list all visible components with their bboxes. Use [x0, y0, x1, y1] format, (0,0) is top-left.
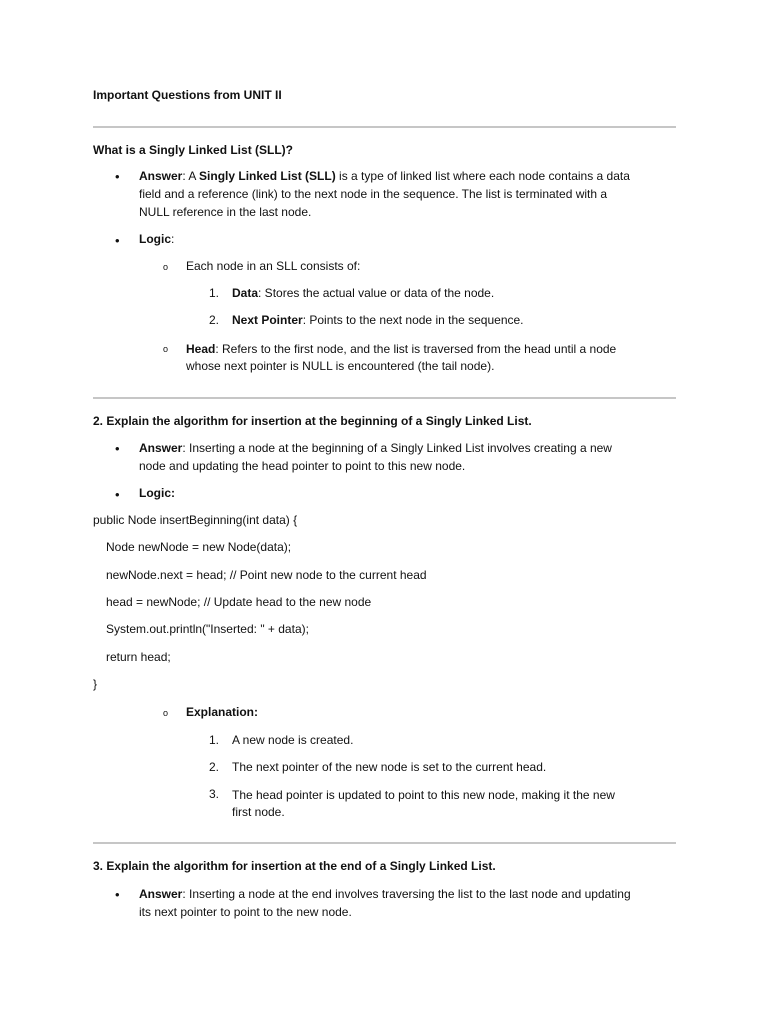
q1-item-data	[232, 286, 494, 300]
circle-bullet-icon: o	[163, 344, 169, 354]
q2-step: A new node is created.	[232, 733, 354, 747]
item-text: : Stores the actual value or data of the node.	[258, 286, 495, 300]
answer-label: Answer	[139, 169, 183, 183]
list-number: 3.	[209, 787, 220, 801]
code-line: head = newNode; // Update head to the new node	[106, 595, 372, 609]
code-line: public Node insertBeginning(int data) {	[93, 513, 298, 527]
q3-answer-line1	[139, 886, 631, 904]
bullet-icon: •	[115, 233, 120, 248]
circle-bullet-icon: o	[163, 708, 169, 718]
item-label: Data	[232, 286, 259, 300]
text-fragment: : Inserting a node at the beginning of a Singly Linked List involves creating a new	[182, 441, 612, 455]
text-fragment: :	[171, 232, 175, 246]
code-line: newNode.next = head; // Point new node to the current head	[106, 568, 427, 582]
q2-step: The next pointer of the new node is set to the current head.	[232, 760, 547, 774]
text-fragment: : Inserting a node at the end involves traversing the list to the last node and updating	[182, 887, 631, 901]
bold-term: Singly Linked List (SLL)	[199, 169, 336, 183]
q1-answer-line2: field and a reference (link) to the next node in the sequence. The list is terminated with a	[139, 187, 608, 201]
bullet-icon: •	[115, 441, 120, 456]
q2-step: The head pointer is updated to point to this new node, making it the new	[232, 788, 615, 802]
answer-label: Answer	[139, 441, 183, 455]
q2-heading: 2. Explain the algorithm for insertion at the beginning of a Singly Linked List.	[93, 414, 532, 428]
q1-head-line1	[186, 341, 616, 359]
bullet-icon: •	[115, 887, 120, 902]
answer-label: Answer	[139, 887, 183, 901]
divider	[93, 126, 676, 128]
q2-answer-line2: node and updating the head pointer to point to this new node.	[139, 459, 466, 473]
list-number: 2.	[209, 313, 220, 327]
q1-answer-line3: NULL reference in the last node.	[139, 205, 312, 219]
list-number: 2.	[209, 760, 220, 774]
q3-answer-line2: its next pointer to point to the new node.	[139, 905, 352, 919]
item-label: Next Pointer	[232, 313, 303, 327]
divider	[93, 397, 676, 399]
q1-heading: What is a Singly Linked List (SLL)?	[93, 143, 294, 157]
bullet-icon: •	[115, 487, 120, 502]
bullet-icon: •	[115, 169, 120, 184]
text-fragment: : A	[182, 169, 200, 183]
code-line: }	[93, 677, 98, 691]
circle-bullet-icon: o	[163, 262, 169, 272]
q1-logic	[139, 232, 174, 246]
list-number: 1.	[209, 733, 220, 747]
q1-item-next-pointer	[232, 313, 524, 327]
explanation-label: Explanation:	[186, 705, 259, 719]
logic-label: Logic	[139, 232, 171, 246]
text-fragment: is a type of linked list where each node contains a data	[335, 169, 630, 183]
head-label: Head	[186, 342, 216, 356]
text-fragment: : Refers to the first node, and the list is traversed from the head until a node	[215, 342, 617, 356]
list-number: 1.	[209, 286, 220, 300]
q1-sub1: Each node in an SLL consists of:	[186, 259, 361, 273]
document-title: Important Questions from UNIT II	[93, 88, 282, 102]
q3-heading: 3. Explain the algorithm for insertion at the end of a Singly Linked List.	[93, 859, 496, 873]
q2-answer-line1	[139, 440, 612, 458]
q2-logic-label: Logic:	[139, 486, 175, 500]
q1-answer-line1	[139, 168, 630, 186]
q2-step-continued: first node.	[232, 805, 285, 819]
item-text: : Points to the next node in the sequence.	[302, 313, 524, 327]
q1-head-line2: whose next pointer is NULL is encountered (the tail node).	[186, 359, 495, 373]
code-line: return head;	[106, 650, 171, 664]
code-line: System.out.println("Inserted: " + data);	[106, 622, 309, 636]
divider	[93, 842, 676, 844]
code-line: Node newNode = new Node(data);	[106, 540, 292, 554]
